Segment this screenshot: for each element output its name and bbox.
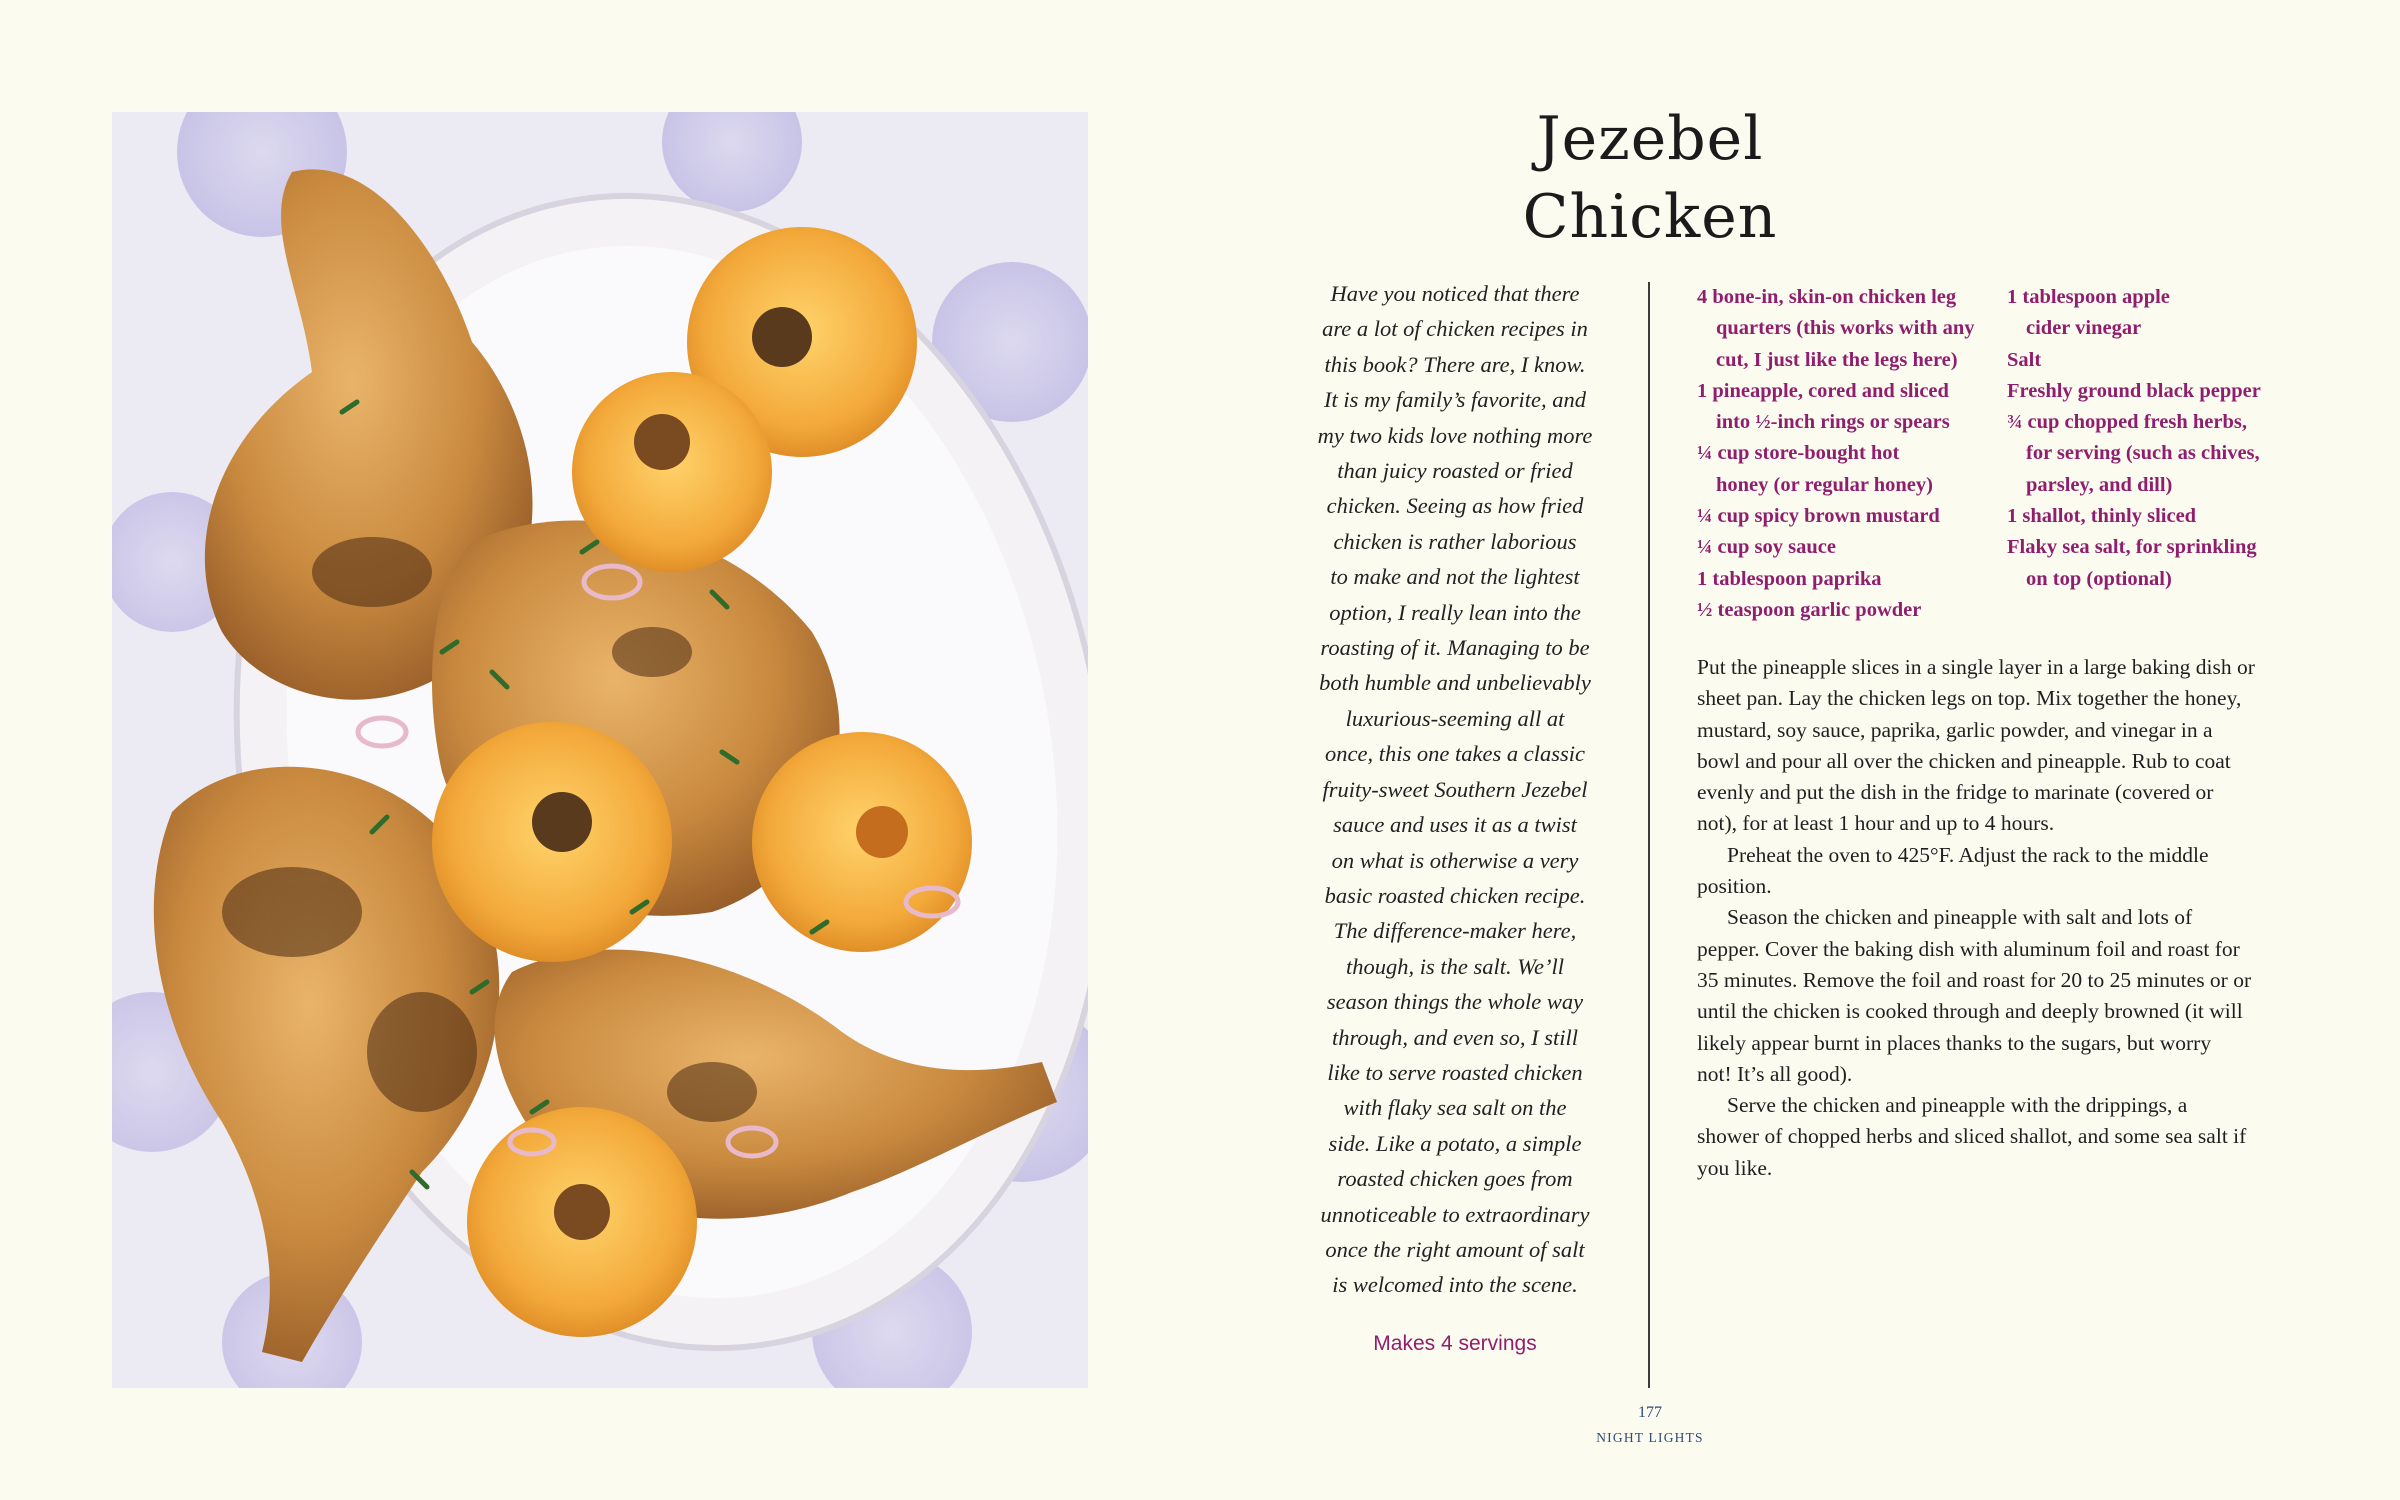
method-line: bowl and pour all over the chicken and pineapple. Rub to coat	[1697, 748, 2231, 773]
headnote-line: like to serve roasted chicken	[1327, 1059, 1583, 1085]
ingredient-line: 1 tablespoon apple	[2007, 286, 2170, 308]
method-line: likely appear burnt in places thanks to the sugars, but worry	[1697, 1030, 2212, 1055]
headnote-line: with flaky sea salt on the	[1343, 1095, 1567, 1121]
headnote-line: both humble and unbelievably	[1319, 670, 1591, 696]
recipe-photo	[112, 112, 1088, 1388]
method-line: you like.	[1697, 1155, 1773, 1180]
ingredient-line: cut, I just like the legs here)	[1716, 348, 1958, 371]
method-line: sheet pan. Lay the chicken legs on top. Mix together the honey,	[1697, 686, 2242, 711]
headnote-line: on what is otherwise a very	[1331, 847, 1579, 873]
ingredient-line: ¾ cup chopped fresh herbs,	[2007, 411, 2247, 434]
recipe-headnote	[1300, 276, 1610, 1303]
ingredient-line: ¼ cup store-bought hot	[1697, 442, 1900, 465]
headnote-line: sauce and uses it as a twist	[1333, 812, 1577, 838]
method-line: mustard, soy sauce, paprika, garlic powder, and vinegar in a	[1697, 717, 2213, 742]
headnote-line: to make and not the lightest	[1330, 564, 1580, 590]
headnote-line: is welcomed into the scene.	[1332, 1272, 1578, 1298]
ingredient-line: ¼ cup spicy brown mustard	[1697, 505, 1940, 528]
headnote-line: option, I really lean into the	[1329, 599, 1581, 625]
method-text	[1697, 652, 2297, 1184]
ingredient-line: honey (or regular honey)	[1716, 473, 1933, 496]
headnote-line: once, this one takes a classic	[1325, 741, 1585, 767]
ingredients-list-column-1	[1697, 282, 1975, 626]
headnote-line: roasting of it. Managing to be	[1320, 635, 1590, 661]
headnote-line: roasted chicken goes from	[1337, 1166, 1573, 1192]
headnote-line: through, and even so, I still	[1331, 1024, 1579, 1050]
ingredient-line: 1 shallot, thinly sliced	[2007, 505, 2197, 528]
ingredient-line: ½ teaspoon garlic powder	[1697, 598, 1922, 621]
ingredient-line: quarters (this works with any	[1716, 317, 1975, 340]
method-line: pepper. Cover the baking dish with aluminum foil and roast for	[1697, 936, 2240, 961]
method-line: evenly and put the dish in the fridge to marinate (covered or	[1697, 780, 2214, 805]
headnote-line: Have you noticed that there	[1330, 281, 1580, 306]
ingredient-line: for serving (such as chives,	[2026, 442, 2260, 465]
headnote-line: The difference-maker here,	[1333, 918, 1577, 944]
ingredients-list-column-2	[2007, 282, 2261, 595]
headnote-line: unnoticeable to extraordinary	[1320, 1201, 1590, 1227]
method-line: Serve the chicken and pineapple with the drippings, a	[1727, 1093, 2188, 1118]
headnote-line: are a lot of chicken recipes in	[1322, 316, 1588, 342]
method-line: until the chicken is cooked through and deeply browned (it will	[1697, 999, 2243, 1024]
ingredient-line: ¼ cup soy sauce	[1697, 536, 1836, 559]
page-number: 177	[1638, 1404, 1662, 1421]
servings-yield: Makes 4 servings	[1373, 1332, 1537, 1355]
headnote-line: chicken is rather laborious	[1333, 528, 1577, 554]
headnote-line: this book? There are, I know.	[1324, 351, 1586, 377]
method-line: not! It’s all good).	[1697, 1061, 1853, 1086]
headnote-line: luxurious-seeming all at	[1345, 705, 1565, 731]
method-line: position.	[1697, 874, 1772, 899]
headnote-line: side. Like a potato, a simple	[1328, 1130, 1582, 1156]
ingredient-line: 1 pineapple, cored and sliced	[1697, 379, 1949, 402]
headnote-line: fruity-sweet Southern Jezebel	[1322, 776, 1588, 802]
jezebel-chicken-photo	[112, 112, 1088, 1388]
recipe-title: Jezebel Chicken	[1522, 104, 1778, 252]
headnote-line: than juicy roasted or fried	[1337, 458, 1573, 484]
method-line: 35 minutes. Remove the foil and roast for 20 to 25 minutes or or	[1697, 967, 2252, 992]
ingredient-line: 4 bone-in, skin-on chicken leg	[1697, 286, 1957, 308]
ingredient-line: into ½-inch rings or spears	[1716, 411, 1950, 434]
method-line: not), for at least 1 hour and up to 4 hours.	[1697, 811, 2055, 836]
ingredient-line: cider vinegar	[2026, 317, 2142, 340]
method-line: shower of chopped herbs and sliced shallot, and some sea salt if	[1697, 1124, 2247, 1149]
headnote-line: It is my family’s favorite, and	[1323, 387, 1587, 413]
ingredient-line: Freshly ground black pepper	[2007, 379, 2261, 402]
headnote-line: season things the whole way	[1326, 989, 1584, 1015]
headnote-line: my two kids love nothing more	[1317, 422, 1593, 448]
method-line: Put the pineapple slices in a single layer in a large baking dish or	[1697, 655, 2255, 679]
headnote-line: once the right amount of salt	[1325, 1236, 1585, 1262]
method-line: Season the chicken and pineapple with salt and lots of	[1727, 905, 2193, 930]
ingredient-line: Flaky sea salt, for sprinkling	[2007, 536, 2257, 559]
running-head: NIGHT LIGHTS	[1596, 1430, 1704, 1445]
headnote-line: though, is the salt. We’ll	[1346, 953, 1564, 979]
ingredient-line: 1 tablespoon paprika	[1697, 567, 1882, 590]
method-line: Preheat the oven to 425°F. Adjust the rack to the middle	[1727, 842, 2209, 867]
headnote-line: basic roasted chicken recipe.	[1324, 882, 1586, 908]
ingredient-line: on top (optional)	[2026, 567, 2172, 590]
ingredient-line: parsley, and dill)	[2026, 473, 2173, 496]
headnote-line: chicken. Seeing as how fried	[1326, 493, 1584, 519]
column-divider	[1648, 282, 1650, 1388]
ingredient-line: Salt	[2007, 348, 2042, 371]
